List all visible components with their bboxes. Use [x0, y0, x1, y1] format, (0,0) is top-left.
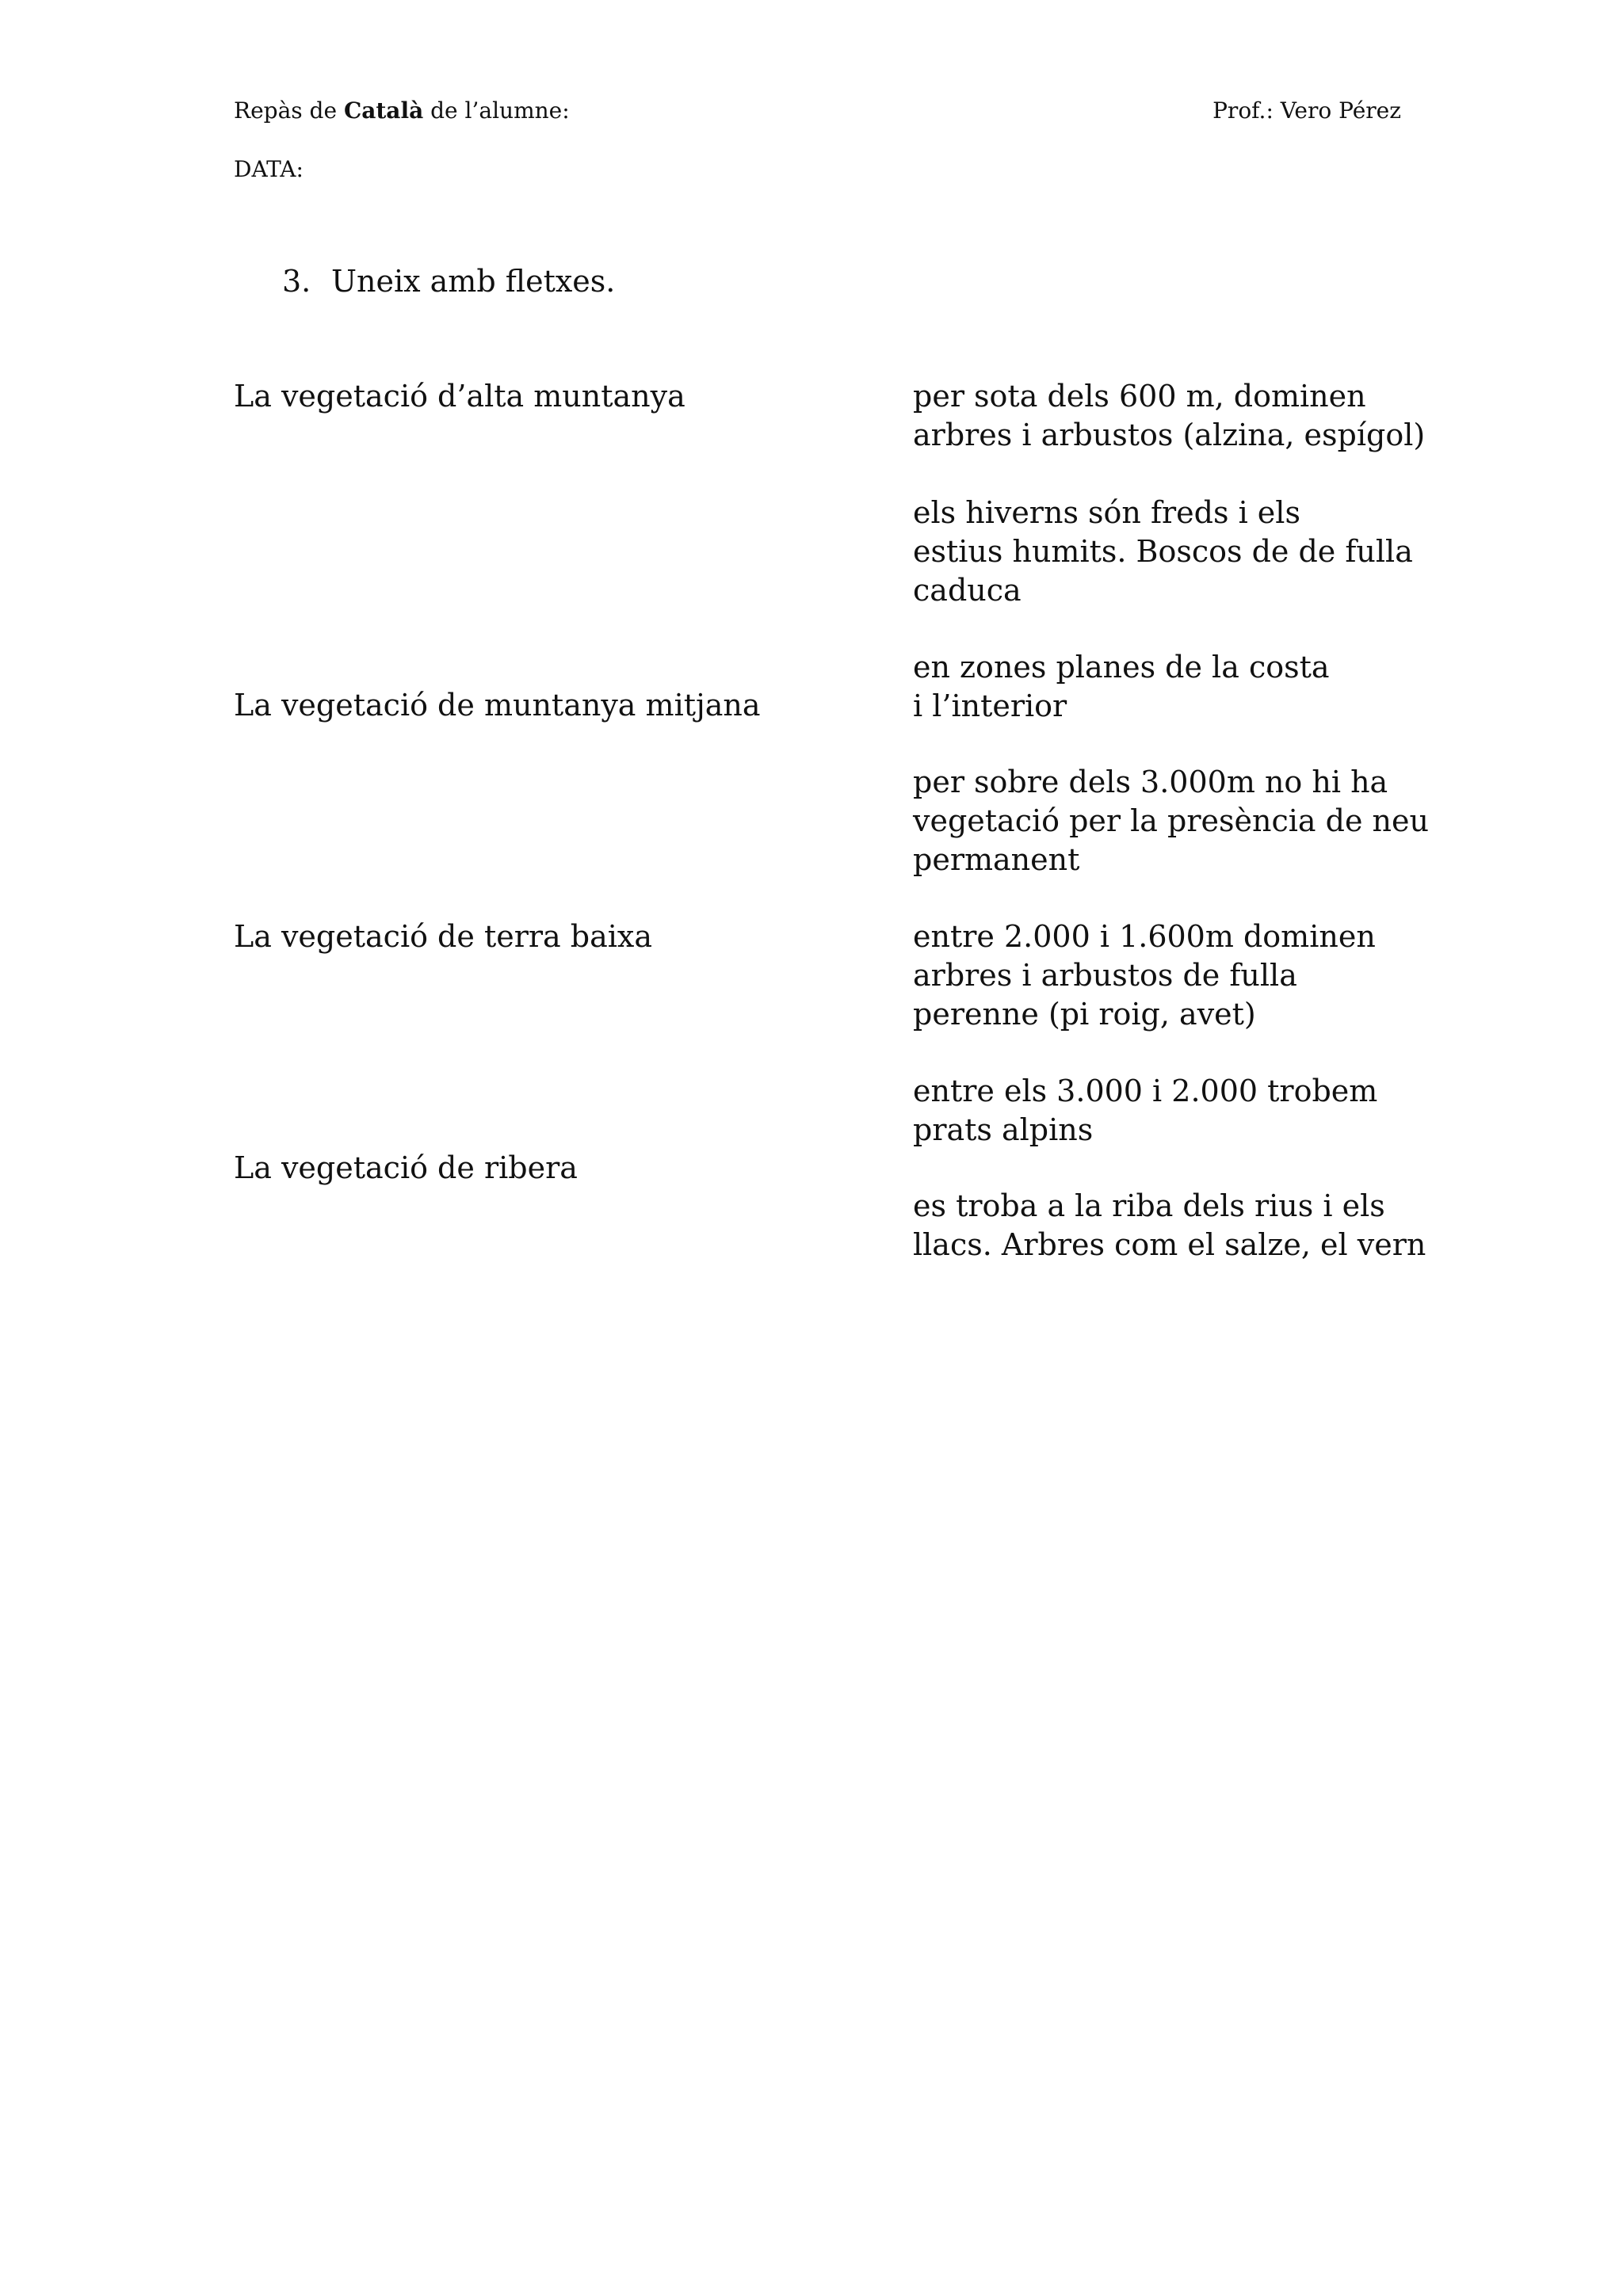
right-item-5	[913, 917, 1376, 1034]
right-item-1	[913, 377, 1425, 455]
right-item-line: els hiverns són freds i els	[913, 495, 1300, 530]
right-item-7	[913, 1187, 1426, 1264]
header-student-line	[234, 95, 570, 127]
right-item-line: vegetació per la presència de neu	[913, 803, 1429, 838]
right-item-line: arbres i arbustos de fulla	[913, 958, 1297, 993]
right-item-line: perenne (pi roig, avet)	[913, 997, 1256, 1032]
header-suffix: de l’alumne:	[423, 97, 570, 124]
exercise-instruction: Uneix amb fletxes.	[331, 264, 616, 299]
exercise-number: 3.	[282, 264, 311, 299]
right-item-line: entre 2.000 i 1.600m dominen	[913, 919, 1376, 954]
header-teacher: Prof.: Vero Pérez	[1212, 97, 1401, 124]
left-item-muntanya-mitjana: La vegetació de muntanya mitjana	[234, 688, 761, 723]
exercise-heading	[282, 260, 615, 303]
left-item-terra-baixa: La vegetació de terra baixa	[234, 919, 652, 954]
right-item-line: entre els 3.000 i 2.000 trobem	[913, 1074, 1378, 1108]
right-item-line: arbres i arbustos (alzina, espígol)	[913, 418, 1426, 452]
right-item-line: estius humits. Boscos de de fulla	[913, 534, 1413, 569]
right-item-line: per sobre dels 3.000m no hi ha	[913, 765, 1388, 799]
right-item-line: i l’interior	[913, 688, 1067, 723]
right-item-6	[913, 1072, 1377, 1150]
date-label: DATA:	[234, 156, 304, 182]
right-item-line: es troba a la riba dels rius i els	[913, 1188, 1385, 1223]
right-item-3	[913, 648, 1330, 726]
right-item-line: per sota dels 600 m, dominen	[913, 379, 1366, 414]
right-item-line: permanent	[913, 842, 1080, 877]
left-item-alta-muntanya: La vegetació d’alta muntanya	[234, 379, 685, 414]
right-item-line: caduca	[913, 573, 1022, 608]
right-item-line: en zones planes de la costa	[913, 650, 1330, 685]
right-item-line: llacs. Arbres com el salze, el vern	[913, 1227, 1426, 1262]
header-subject: Català	[343, 97, 424, 124]
right-item-line: prats alpins	[913, 1112, 1094, 1147]
right-item-4	[913, 763, 1429, 879]
header-prefix: Repàs de	[234, 97, 344, 124]
left-item-ribera: La vegetació de ribera	[234, 1150, 578, 1185]
right-item-2	[913, 494, 1413, 610]
